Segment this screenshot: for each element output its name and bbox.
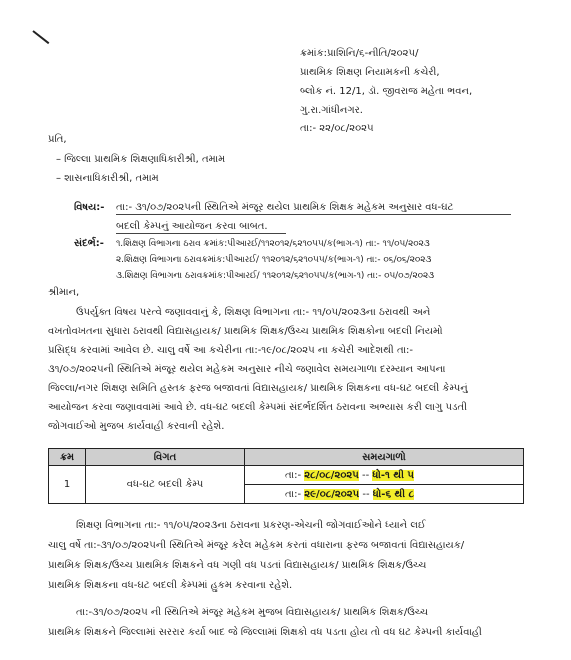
- para1-line4: ૩૧/૦૭/૨૦૨૫ની સ્થિતિએ મંજૂર થયેલ મહેકમ અનુસાર નીચે જણાવેલ સમયગાળા દરમ્યાન આપના: [48, 364, 446, 375]
- para1-line6: આયોજન કરવા જણાવવામાં આવે છે. વધ-ઘટ બદલી કેમ્પમાં સંદર્ભદર્શિત ઠરાવના અભ્યાસ કરી લાગુ પડતી: [48, 402, 467, 413]
- reference-2: ૨.શિક્ષણ વિભાગના ઠરાવક્રમાંક:પીઆરઈ/ ૧૧૨૦૧૨/૬૨૧૦૫૫/ક(ભાગ-૧) તા:- ૦૬/૦૬/૨૦૨૩: [116, 255, 432, 265]
- table-header-row: [49, 449, 524, 466]
- schedule-table: [48, 448, 524, 504]
- slot2-grade: ધો-૬ થી ૮: [372, 488, 415, 500]
- office-address-line1: બ્લોક નં. 12/1, ડૉ. જીવરાજ મહેતા ભવન,: [300, 86, 473, 97]
- recipient-2: – શાસનાધિકારીશ્રી, તમામ: [56, 173, 159, 184]
- para2-line2: ચાલુ વર્ષે તા:-૩૧/૦૭/૨૦૨૫ની સ્થિતિએ મંજૂર કરેલ મહેકમ કરતાં વધારાના ફરજ બજાવતાં વિદ્યાસહાયક/: [48, 540, 465, 551]
- period-slot-2: તા:- ૨૯/૦૮/૨૦૨૫ -- ધો-૬ થી ૮: [245, 485, 524, 504]
- table-row: [49, 466, 524, 485]
- reference-label: સંદર્ભ:-: [74, 238, 104, 249]
- subject-line1: તા:- ૩૧/૦૭/૨૦૨૫ની સ્થિતિએ મંજૂર થયેલ પ્રાથમિક શિક્ષક મહેકમ અનુસાર વધ-ઘટ: [116, 202, 454, 213]
- reference-number: ક્રમાંક:પ્રાશિનિ/૬-નીતિ/૨૦૨૫/: [300, 48, 419, 59]
- salutation: શ્રીમાન,: [48, 287, 80, 298]
- para1-line7: જોગવાઈઓ મુજબ કાર્યવાહી કરવાની રહેશે.: [48, 421, 225, 432]
- subject-label: વિષય:-: [74, 202, 105, 213]
- period-slot-1: તા:- ૨૮/૦૮/૨૦૨૫ -- ધો-૧ થી ૫: [245, 466, 524, 485]
- recipient-1: – જિલ્લા પ્રાથમિક શિક્ષણાધિકારીશ્રી, તમામ: [56, 154, 226, 165]
- header-period: સમયગાળો: [245, 449, 524, 466]
- pen-mark: [32, 30, 49, 44]
- para1-line2: વખતોવખતના સુધારા ઠરાવથી વિદ્યાસહાયક/ પ્રાથમિક શિક્ષક/ઉચ્ચ પ્રાથમિક શિક્ષકોના બદલી નિયમો: [48, 326, 443, 337]
- office-name: પ્રાથમિક શિક્ષણ નિયામકની કચેરી,: [300, 67, 440, 78]
- para1-line1: ઉપર્યુક્ત વિષય પરત્વે જણાવવાનું કે, શિક્ષણ વિભાગના તા:- ૧૧/૦૫/૨૦૨૩ના ઠરાવથી અને: [76, 307, 431, 318]
- reference-3: ૩.શિક્ષણ વિભાગના ઠરાવક્રમાંક:પીઆરઈ/ ૧૧૨૦૧૨/૬૨૧૦૫૫/ક(ભાગ-૧) તા:- ૦૫/૦૭/૨૦૨૩: [116, 271, 434, 281]
- slot1-label: તા:-: [285, 469, 302, 481]
- slot2-date: ૨૯/૦૮/૨૦૨૫: [304, 488, 360, 500]
- slot1-grade: ધો-૧ થી ૫: [372, 469, 414, 481]
- recipient-heading: પ્રતિ,: [48, 134, 67, 145]
- para2-line4: પ્રાથમિક શિક્ષકના વધ-ઘટ બદલી કેમ્પમાં હુકમ કરવાના રહેશે.: [48, 580, 293, 591]
- header-serial: ક્રમ: [49, 449, 86, 466]
- slot2-label: તા:-: [285, 488, 302, 500]
- para2-line3: પ્રાથમિક શિક્ષક/ઉચ્ચ પ્રાથમિક શિક્ષકને વધ ગણી વધ પડતાં વિદ્યાસહાયક/ પ્રાથમિક શિક્ષક/ઉચ્ચ: [48, 560, 427, 571]
- row-detail: વધ-ઘટ બદલી કેમ્પ: [86, 466, 245, 504]
- letter-date: તા:- ૨૨/૦૮/૨૦૨૫: [300, 123, 374, 134]
- para3-line1: તા:-૩૧/૦૭/૨૦૨૫ ની સ્થિતિએ મંજૂર મહેકમ મુજબ વિદ્યાસહાયક/ પ્રાથમિક શિક્ષક/ઉચ્ચ: [76, 607, 429, 618]
- para1-line5: જિલ્લા/નગર શિક્ષણ સમિતિ હસ્તક ફરજ બજાવતાં વિદ્યાસહાયક/ પ્રાથમિક શિક્ષકના વધ-ઘટ બદલી કેમ્પનું: [48, 383, 468, 394]
- header-detail: વિગત: [86, 449, 245, 466]
- row-serial: 1: [49, 466, 86, 504]
- para2-line1: શિક્ષણ વિભાગના તા:- ૧૧/૦૫/૨૦૨૩ના ઠરાવના પ્રકરણ-એચની જોગવાઈઓને ધ્યાને લઈ: [76, 520, 426, 531]
- para3-line2: પ્રાથમિક શિક્ષકને જિલ્લામાં સરરાર કર્યા બાદ જે જિલ્લામાં શિક્ષકો વધ પડતા હોય તો વધ ઘટ કેમ્પની કાર્યવાહી: [48, 627, 482, 638]
- reference-1: ૧.શિક્ષણ વિભાગના ઠરાવ ક્રમાંક:પીઆરઈ/૧૧૨૦૧૨/૬૨૧૦૫૫/ક(ભાગ-૧) તા:- ૧૧/૦૫/૨૦૨૩: [116, 239, 430, 249]
- para1-line3: પ્રસિદ્ધ કરવામાં આવેલ છે. ચાલુ વર્ષે આ કચેરીના તા:-૧૯/૦૮/૨૦૨૫ ના કચેરી આદેશથી તા:-: [48, 345, 414, 356]
- office-address-line2: ગુ.રા.ગાંધીનગર.: [300, 105, 363, 116]
- subject-line2: બદલી કેમ્પનું આયોજન કરવા બાબત.: [116, 221, 268, 232]
- slot1-date: ૨૮/૦૮/૨૦૨૫: [304, 469, 359, 481]
